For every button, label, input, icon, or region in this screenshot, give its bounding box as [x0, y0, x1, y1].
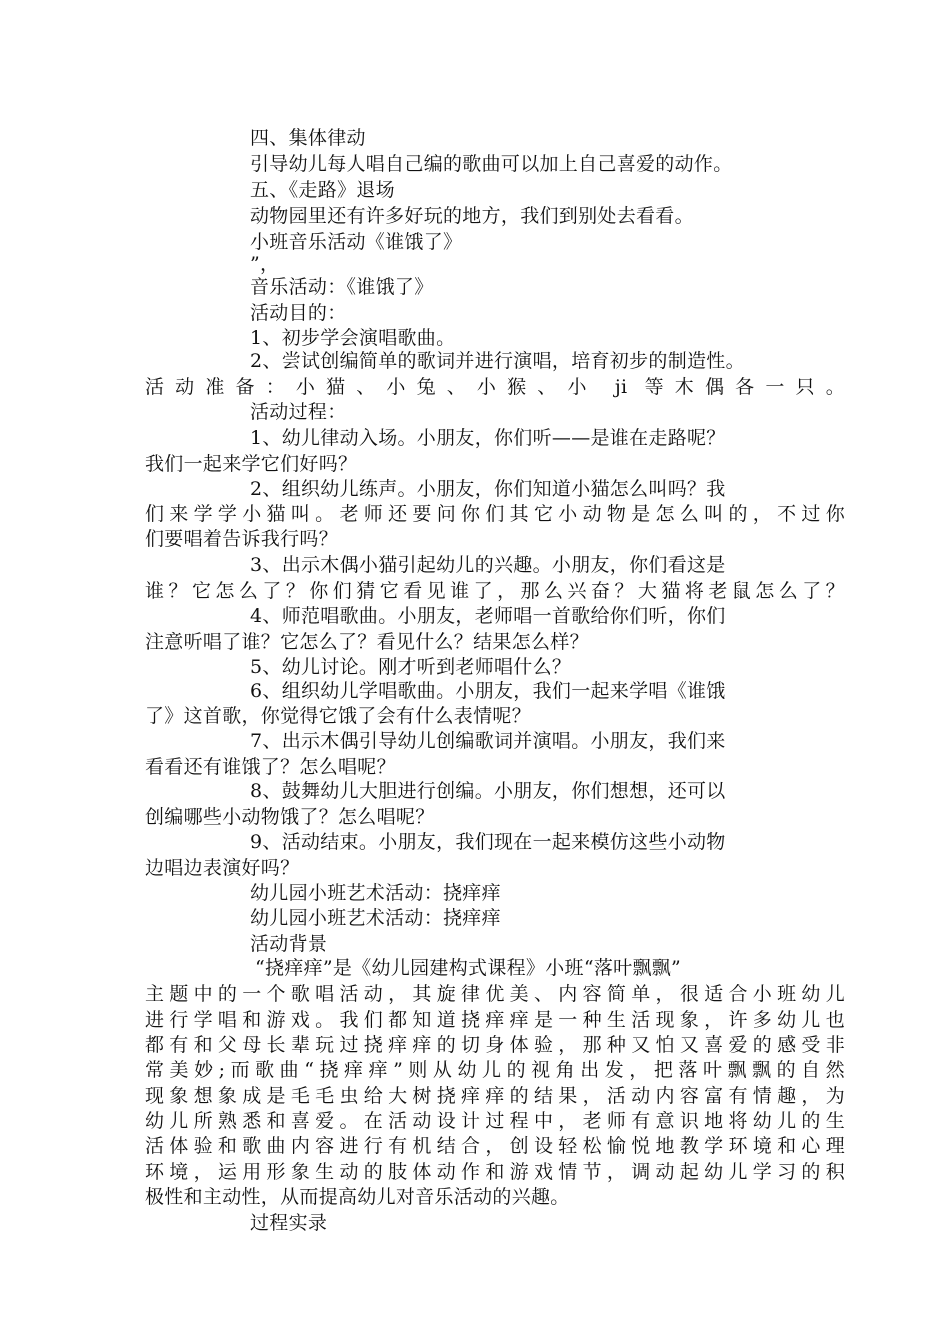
text-line: 都有和父母长辈玩过挠痒痒的切身体验，那种又怕又喜爱的感受非 [145, 1034, 845, 1056]
text-line: 五、《走路》退场 [250, 179, 395, 201]
text-line: 2、组织幼儿练声。小朋友，你们知道小猫怎么叫吗？我 [250, 478, 726, 500]
text-line: 创编哪些小动物饿了？怎么唱呢？ [145, 806, 435, 828]
text-line: 幼儿所熟悉和喜爱。在活动设计过程中，老师有意识地将幼儿的生 [145, 1110, 845, 1132]
text-line: 幼儿园小班艺术活动：挠痒痒 [250, 882, 501, 904]
text-line: 音乐活动：《谁饿了》 [250, 276, 434, 298]
text-line: 看看还有谁饿了？怎么唱呢？ [145, 756, 396, 778]
text-line: 1、初步学会演唱歌曲。 [250, 327, 456, 349]
text-line: 小班音乐活动《谁饿了》 [250, 231, 463, 253]
text-line: 现象想象成是毛毛虫给大树挠痒痒的结果，活动内容富有情趣，为 [145, 1085, 845, 1107]
text-line: 5、幼儿讨论。刚才听到老师唱什么？ [250, 656, 572, 678]
text-line: 们要唱着告诉我行吗？ [145, 528, 339, 550]
text-line: 活动准备：小猫、小兔、小猴、小 ji 等木偶各一只。 [145, 376, 845, 398]
text-line: 动物园里还有许多好玩的地方，我们到别处去看看。 [250, 205, 694, 227]
text-line: 活体验和歌曲内容进行有机结合，创设轻松愉悦地教学环境和心理 [145, 1135, 845, 1157]
text-line: 极性和主动性，从而提高幼儿对音乐活动的兴趣。 [145, 1186, 570, 1208]
text-line: 活动目的： [250, 302, 347, 324]
text-line: 过程实录 [250, 1212, 328, 1234]
text-line: 主题中的一个歌唱活动，其旋律优美、内容简单，很适合小班幼儿 [145, 983, 845, 1005]
text-line: 引导幼儿每人唱自己编的歌曲可以加上自己喜爱的动作。 [250, 153, 733, 175]
text-line: 活动过程： [250, 401, 347, 423]
text-line: 常美妙;而歌曲“挠痒痒”则从幼儿的视角出发，把落叶飘飘的自然 [145, 1059, 845, 1081]
text-line: 8、鼓舞幼儿大胆进行创编。小朋友，你们想想，还可以 [250, 780, 726, 802]
text-line: 进行学唱和游戏。我们都知道挠痒痒是一种生活现象，许多幼儿也 [145, 1009, 845, 1031]
text-line: ”， [250, 253, 280, 275]
text-line: 2、尝试创编简单的歌词并进行演唱，培育初步的制造性。 [250, 350, 745, 372]
text-line: 谁？它怎么了？你们猜它看见谁了，那么兴奋？大猫将老鼠怎么了？ [145, 580, 845, 602]
text-line: 7、出示木偶引导幼儿创编歌词并演唱。小朋友，我们来 [250, 730, 726, 752]
text-line: 1、幼儿律动入场。小朋友，你们听——是谁在走路呢？ [250, 427, 726, 449]
text-line: 幼儿园小班艺术活动：挠痒痒 [250, 907, 501, 929]
text-line: 9、活动结束。小朋友，我们现在一起来模仿这些小动物 [250, 831, 726, 853]
text-line: 6、组织幼儿学唱歌曲。小朋友，我们一起来学唱《谁饿 [250, 680, 726, 702]
text-line: 3、出示木偶小猫引起幼儿的兴趣。小朋友，你们看这是 [250, 554, 726, 576]
text-line: 注意听唱了谁？它怎么了？看见什么？结果怎么样？ [145, 631, 589, 653]
text-line: 活动背景 [250, 933, 328, 955]
text-line: 们来学学小猫叫。老师还要问你们其它小动物是怎么叫的，不过你 [145, 503, 845, 525]
text-line: 我们一起来学它们好吗？ [145, 453, 358, 475]
text-line: 环境，运用形象生动的肢体动作和游戏情节，调动起幼儿学习的积 [145, 1161, 845, 1183]
text-line: 边唱边表演好吗？ [145, 857, 300, 879]
text-line: 了》这首歌，你觉得它饿了会有什么表情呢？ [145, 705, 532, 727]
text-line: “挠痒痒”是《幼儿园建构式课程》小班“落叶飘飘” [255, 957, 682, 979]
text-line: 四、集体律动 [250, 127, 366, 149]
text-line: 4、师范唱歌曲。小朋友，老师唱一首歌给你们听，你们 [250, 605, 726, 627]
